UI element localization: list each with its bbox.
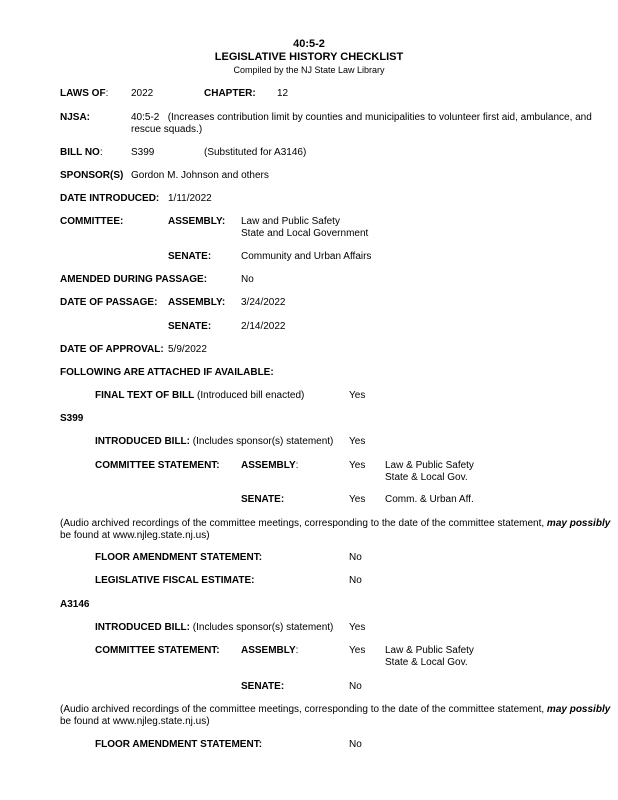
passage-assembly-value: 3/24/2022 [241,297,286,308]
njsa-label: NJSA: [60,112,91,123]
committee-assembly-label: ASSEMBLY: [168,216,226,227]
a3146-cs-assembly-value: Yes [349,645,366,656]
approval-label: DATE OF APPROVAL: [60,344,164,355]
a3146-cs-assembly-comm2: State & Local Gov. [385,657,468,668]
passage-senate-label: SENATE: [168,321,212,332]
chapter-label: CHAPTER: [204,88,256,99]
njsa-line1: 40:5-2 (Increases contribution limit by counties and municipalities to volunteer first aid, ambulance, and [131,112,592,123]
passage-senate-value: 2/14/2022 [241,321,286,332]
s399-audio-line2: be found at www.njleg.state.nj.us) [60,530,210,541]
committee-assembly-line1: Law and Public Safety [241,216,340,227]
a3146-cs-senate-value: No [349,681,362,692]
s399-fiscal-value: No [349,575,362,586]
s399-cs-senate-value: Yes [349,494,366,505]
bill-no-value: S399 [131,147,155,158]
page-subtitle: Compiled by the NJ State Law Library [233,65,385,75]
s399-cs-assembly-comm2: State & Local Gov. [385,472,468,483]
passage-label: DATE OF PASSAGE: [60,297,158,308]
s399-cs-senate-label: SENATE: [241,494,285,505]
a3146-intro-label: INTRODUCED BILL: (Includes sponsor(s) statement) [95,622,334,633]
amended-value: No [241,274,254,285]
s399-floor-value: No [349,552,362,563]
a3146-cs-label: COMMITTEE STATEMENT: [95,645,220,656]
s399-audio-line1: (Audio archived recordings of the committee meetings, corresponding to the date of the committee statement, may possibly [60,518,611,529]
final-text-label: FINAL TEXT OF BILL (Introduced bill enacted) [95,390,305,401]
committee-senate-value: Community and Urban Affairs [241,251,372,262]
s399-cs-assembly-value: Yes [349,460,366,471]
s399-fiscal-label: LEGISLATIVE FISCAL ESTIMATE: [95,575,255,586]
amended-label: AMENDED DURING PASSAGE: [60,274,208,285]
a3146-audio-line2: be found at www.njleg.state.nj.us) [60,716,210,727]
a3146-cs-assembly-comm1: Law & Public Safety [385,645,474,656]
s399-heading: S399 [60,413,84,424]
a3146-floor-value: No [349,739,362,750]
chapter-value: 12 [277,88,289,99]
s399-floor-label: FLOOR AMENDMENT STATEMENT: [95,552,263,563]
a3146-cs-senate-label: SENATE: [241,681,285,692]
a3146-floor-label: FLOOR AMENDMENT STATEMENT: [95,739,263,750]
committee-label: COMMITTEE: [60,216,124,227]
page-title: LEGISLATIVE HISTORY CHECKLIST [214,51,404,63]
document-code: 40:5-2 [293,38,325,50]
sponsor-value: Gordon M. Johnson and others [131,170,269,181]
passage-assembly-label: ASSEMBLY: [168,297,226,308]
s399-cs-assembly-label: ASSEMBLY: [241,460,299,471]
bill-no-label: BILL NO: [60,147,103,158]
a3146-audio-line1: (Audio archived recordings of the committee meetings, corresponding to the date of the committee statement, may possibly [60,704,611,715]
final-text-value: Yes [349,390,366,401]
s399-cs-assembly-comm1: Law & Public Safety [385,460,474,471]
laws-of-label: LAWS OF: [60,88,109,99]
s399-cs-label: COMMITTEE STATEMENT: [95,460,220,471]
sponsor-label: SPONSOR(S) [60,170,124,181]
attached-heading: FOLLOWING ARE ATTACHED IF AVAILABLE: [60,367,274,378]
date-introduced-label: DATE INTRODUCED: [60,193,160,204]
a3146-heading: A3146 [60,599,90,610]
committee-assembly-line2: State and Local Government [241,228,369,239]
date-introduced-value: 1/11/2022 [168,193,212,204]
approval-value: 5/9/2022 [168,344,207,355]
a3146-intro-value: Yes [349,622,366,633]
s399-intro-label: INTRODUCED BILL: (Includes sponsor(s) statement) [95,436,334,447]
committee-senate-label: SENATE: [168,251,212,262]
s399-intro-value: Yes [349,436,366,447]
a3146-cs-assembly-label: ASSEMBLY: [241,645,299,656]
bill-no-note: (Substituted for A3146) [204,147,307,158]
laws-of-value: 2022 [131,88,154,99]
njsa-line2: rescue squads.) [131,124,203,135]
s399-cs-senate-comm: Comm. & Urban Aff. [385,494,474,505]
